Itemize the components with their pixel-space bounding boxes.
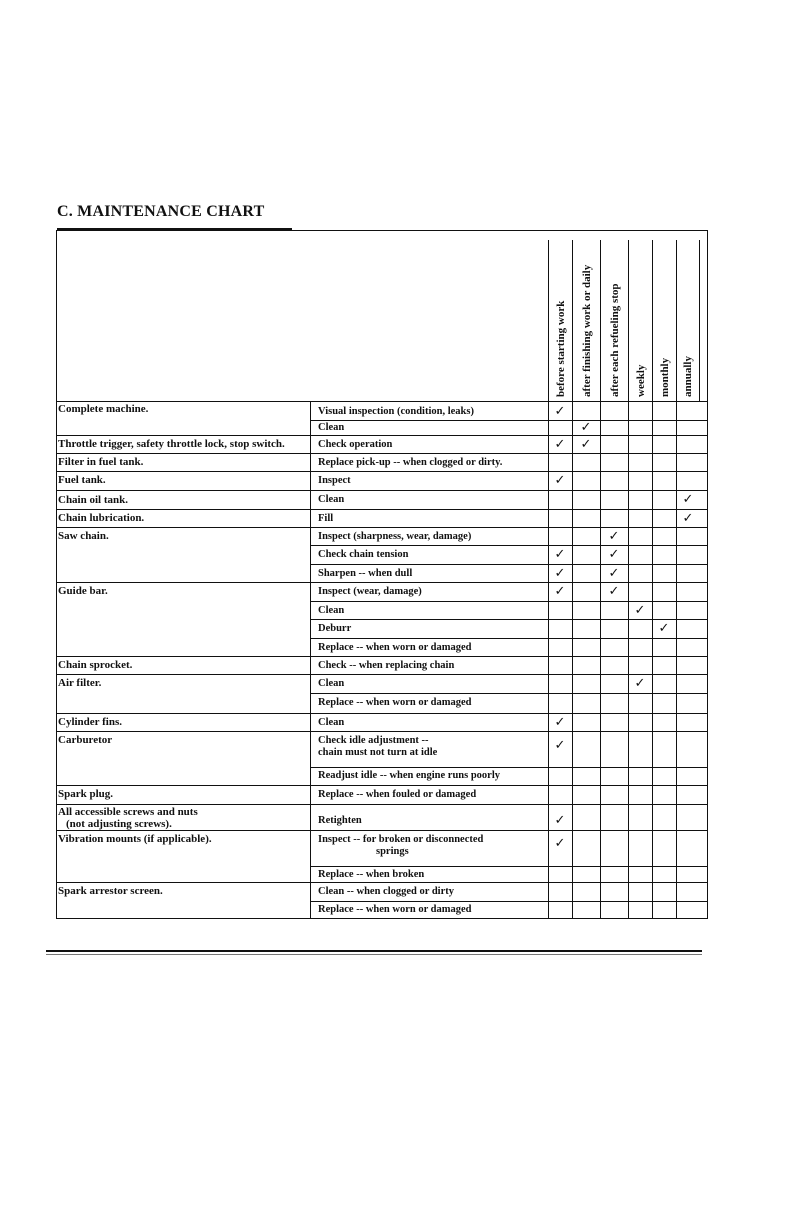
checkmark-icon: ✓ [554, 715, 566, 730]
row-line [310, 674, 708, 675]
action-row: Visual inspection (condition, leaks) [318, 406, 474, 417]
checkmark-icon: ✓ [554, 566, 566, 581]
action-line: Inspect -- for broken or disconnected [318, 834, 484, 845]
group-line [56, 435, 310, 436]
checkmark-icon: ✓ [580, 420, 592, 435]
group-line [56, 656, 310, 657]
row-line [310, 785, 708, 786]
col-before-starting-work [548, 240, 572, 401]
item-screws-line2: (not adjusting screws). [66, 818, 172, 830]
row-line [310, 866, 708, 867]
bottom-rule-thin [46, 954, 702, 955]
action-row: Clean -- when clogged or dirty [318, 886, 455, 897]
item-chain-oil-tank: Chain oil tank. [58, 494, 128, 506]
action-row: Replace pick-up -- when clogged or dirty. [318, 457, 503, 468]
item-chain-lubrication: Chain lubrication. [58, 512, 145, 524]
action-row: Check operation [318, 439, 393, 450]
checkmark-icon: ✓ [608, 529, 620, 544]
group-line [56, 453, 310, 454]
col-label: after each refueling stop [608, 283, 621, 397]
row-line [310, 619, 708, 620]
item-screws-line1: All accessible screws and nuts [58, 806, 198, 818]
item-cylinder-fins: Cylinder fins. [58, 716, 122, 728]
row-line [310, 638, 708, 639]
row-line [310, 435, 708, 436]
item-chain-sprocket: Chain sprocket. [58, 659, 133, 671]
row-line [310, 804, 708, 805]
checkmark-icon: ✓ [608, 566, 620, 581]
group-line [56, 490, 310, 491]
grid-vline [628, 401, 629, 919]
checkmark-icon: ✓ [580, 437, 592, 452]
action-row [318, 834, 483, 858]
checkmark-icon: ✓ [634, 603, 646, 618]
action-row: Clean [318, 678, 345, 689]
group-line [56, 674, 310, 675]
row-line [310, 509, 708, 510]
action-line: chain must not turn at idle [318, 747, 438, 758]
col-label: after finishing work or daily [580, 264, 593, 397]
checkmark-icon: ✓ [554, 813, 566, 828]
action-row: Inspect (sharpness, wear, damage) [318, 531, 472, 542]
maintenance-chart [56, 230, 710, 921]
row-line [310, 830, 708, 831]
row-line [310, 527, 708, 528]
group-line [56, 804, 310, 805]
action-row: Clean [318, 422, 345, 433]
checkmark-icon: ✓ [554, 437, 566, 452]
col-after-finishing-work [572, 240, 600, 401]
grid-vline [572, 401, 573, 919]
row-line [310, 656, 708, 657]
group-line [56, 731, 310, 732]
row-line [310, 601, 708, 602]
action-row: Retighten [318, 815, 362, 826]
item-filter-fuel-tank: Filter in fuel tank. [58, 456, 144, 468]
action-row: Check chain tension [318, 549, 409, 560]
row-line [310, 767, 708, 768]
action-row: Readjust idle -- when engine runs poorly [318, 770, 501, 781]
grid-vline [652, 401, 653, 919]
col-after-refueling [600, 240, 628, 401]
row-line [310, 564, 708, 565]
row-line [310, 731, 708, 732]
group-line [56, 582, 310, 583]
checkmark-icon: ✓ [682, 492, 694, 507]
action-row: Clean [318, 605, 345, 616]
item-air-filter: Air filter. [58, 677, 102, 689]
action-row: Replace -- when worn or damaged [318, 904, 472, 915]
group-line [56, 785, 310, 786]
checkmark-icon: ✓ [608, 547, 620, 562]
bottom-rule [46, 950, 702, 952]
row-line [310, 693, 708, 694]
col-label: annually [682, 356, 694, 397]
group-line [56, 713, 310, 714]
action-row: Sharpen -- when dull [318, 568, 413, 579]
action-row [318, 735, 437, 759]
action-row: Replace -- when worn or damaged [318, 697, 472, 708]
action-row: Replace -- when worn or damaged [318, 642, 472, 653]
group-line [56, 471, 310, 472]
item-guide-bar: Guide bar. [58, 585, 108, 597]
group-line [56, 509, 310, 510]
checkmark-icon: ✓ [554, 584, 566, 599]
checkmark-icon: ✓ [554, 404, 566, 419]
checkmark-icon: ✓ [554, 836, 566, 851]
page-title: C. MAINTENANCE CHART [57, 203, 265, 220]
item-spark-arrestor: Spark arrestor screen. [58, 885, 163, 897]
checkmark-icon: ✓ [554, 738, 566, 753]
row-line [310, 545, 708, 546]
row-line [310, 490, 708, 491]
checkmark-icon: ✓ [682, 511, 694, 526]
row-line [310, 713, 708, 714]
checkmark-icon: ✓ [608, 584, 620, 599]
grid-vline [676, 401, 677, 919]
col-weekly [628, 240, 652, 401]
action-row: Inspect (wear, damage) [318, 586, 422, 597]
item-fuel-tank: Fuel tank. [58, 474, 106, 486]
grid-vline [600, 401, 601, 919]
action-row: Check -- when replacing chain [318, 660, 455, 671]
item-saw-chain: Saw chain. [58, 530, 109, 542]
action-line: Check idle adjustment -- [318, 735, 429, 746]
item-throttle-trigger: Throttle trigger, safety throttle lock, stop switch. [58, 438, 285, 450]
row-line [310, 582, 708, 583]
row-line [310, 453, 708, 454]
action-row: Clean [318, 494, 345, 505]
action-row: Fill [318, 513, 334, 524]
header-bottom-line [56, 401, 708, 402]
row-line [310, 420, 708, 421]
row-line [310, 882, 708, 883]
row-line [310, 471, 708, 472]
action-line: springs [376, 846, 409, 857]
group-line [56, 527, 310, 528]
checkmark-icon: ✓ [554, 547, 566, 562]
action-row: Deburr [318, 623, 352, 634]
checkmark-icon: ✓ [658, 621, 670, 636]
action-row: Replace -- when fouled or damaged [318, 789, 477, 800]
col-label: before starting work [554, 300, 567, 397]
group-line [56, 882, 310, 883]
checkmark-icon: ✓ [554, 473, 566, 488]
action-row: Inspect [318, 475, 351, 486]
item-action-divider [310, 401, 311, 919]
item-complete-machine: Complete machine. [58, 403, 149, 415]
col-annually [676, 240, 700, 401]
item-carburetor: Carburetor [58, 734, 113, 746]
grid-vline [548, 401, 549, 919]
checkmark-icon: ✓ [634, 676, 646, 691]
col-label: weekly [634, 364, 647, 397]
col-label: monthly [658, 357, 671, 397]
action-row: Clean [318, 717, 345, 728]
row-line [310, 901, 708, 902]
group-line [56, 830, 310, 831]
item-spark-plug: Spark plug. [58, 788, 114, 800]
item-screws-nuts [58, 806, 198, 830]
item-vibration-mounts: Vibration mounts (if applicable). [58, 833, 212, 845]
col-monthly [652, 240, 676, 401]
action-row: Replace -- when broken [318, 869, 425, 880]
